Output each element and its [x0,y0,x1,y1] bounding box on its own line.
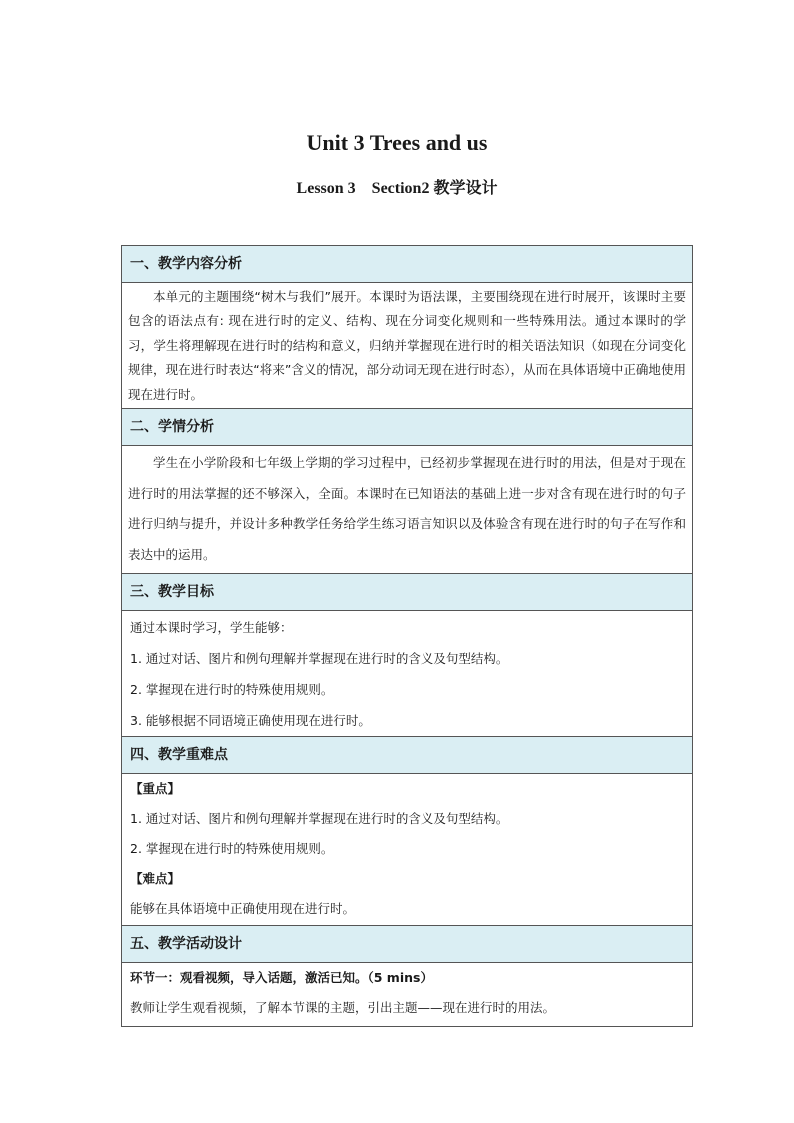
content-analysis-cell [122,283,692,409]
key-point-item: 2. 掌握现在进行时的特殊使用规则。 [130,841,334,856]
document-subtitle: Lesson 3 Section2 教学设计 [296,180,498,197]
objective-item: 1. 通过对话、图片和例句理解并掌握现在进行时的含义及句型结构。 [130,651,509,666]
key-points-label: 【重点】 [130,781,181,796]
activity-step-text: 教师让学生观看视频，了解本节课的主题，引出主题——现在进行时的用法。 [130,1000,556,1015]
activity-step-title: 环节一：观看视频，导入话题，激活已知。（5 mins） [130,970,433,985]
difficult-points-label: 【难点】 [130,871,181,886]
section-heading-key-points: 四、教学重难点 [122,737,692,774]
key-point-item: 1. 通过对话、图片和例句理解并掌握现在进行时的含义及句型结构。 [130,811,509,826]
key-points-cell [122,774,692,926]
content-analysis-text: 本单元的主题围绕“树木与我们”展开。本课时为语法课，主要围绕现在进行时展开，该课时主要包含的语法点有: 现在进行时的定义、结构、现在分词变化规则和一些特殊用法。通过本课时的学习，学生将理解现在进行时的结构和意义，归纳并掌握现在进行时的相关语法知识（如现在分词变化规律，现在进行时表达“将来”含义的情况，部分动词无现在进行时态），从而在具体语境中正确地使用现在进行时。 [128,289,686,402]
section-heading-student-analysis: 二、学情分析 [122,409,692,446]
activities-cell [122,963,692,1026]
student-analysis-text: 学生在小学阶段和七年级上学期的学习过程中，已经初步掌握现在进行时的用法，但是对于现在进行时的用法掌握的还不够深入，全面。本课时在已知语法的基础上进一步对含有现在进行时的句子进行归纳与提升，并设计多种教学任务给学生练习语言知识以及体验含有现在进行时的句子在写作和表达中的运用。 [128,455,686,562]
objective-item: 3. 能够根据不同语境正确使用现在进行时。 [130,713,371,728]
document-title: Unit 3 Trees and us [306,130,488,155]
section-heading-activities: 五、教学活动设计 [122,926,692,963]
objectives-cell [122,611,692,737]
lesson-plan-table [121,245,693,1027]
objective-item: 2. 掌握现在进行时的特殊使用规则。 [130,682,334,697]
objectives-intro: 通过本课时学习，学生能够： [130,620,293,635]
section-heading-content-analysis: 一、教学内容分析 [122,246,692,283]
student-analysis-cell [122,446,692,574]
section-heading-objectives: 三、教学目标 [122,574,692,611]
difficult-point-text: 能够在具体语境中正确使用现在进行时。 [130,901,356,916]
